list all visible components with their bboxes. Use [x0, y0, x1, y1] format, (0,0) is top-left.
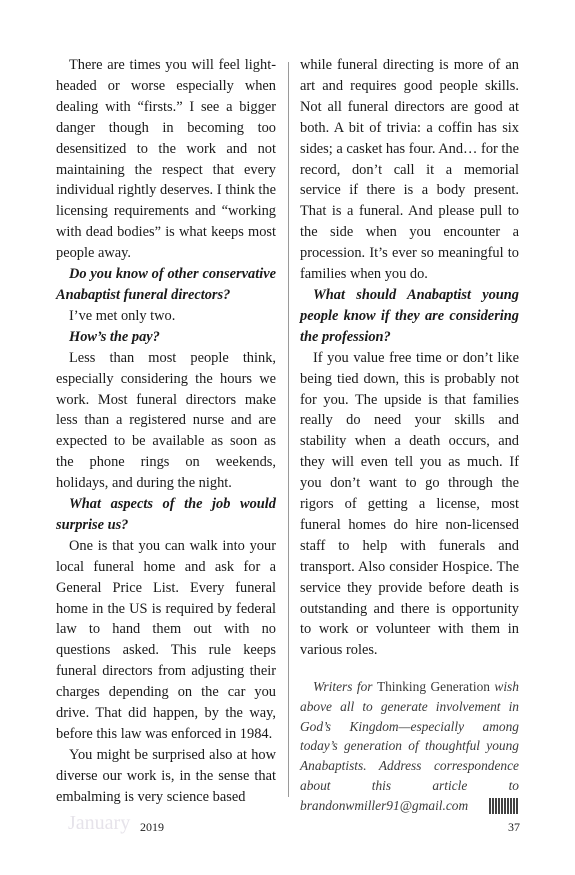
- note-body: wish above all to generate involvement in God’s Kingdom—especially among today’s generation of thoughtful young Anabaptists. Address correspondence about this article to brandonwmiller91@gmail.com: [300, 679, 519, 813]
- body-paragraph: You might be surprised also at how diverse our work is, in the sense that embalming is very science based: [56, 746, 276, 805]
- interview-question: Do you know of other conservative Anabaptist funeral directors?: [56, 266, 276, 303]
- body-paragraph: Less than most people think, especially considering the hours we work. Most funeral directors make less than a registered nurse and are expected to be available as soon as the phone rings on weekends, holidays, and during the night.: [56, 349, 276, 492]
- body-paragraph: There are times you will feel light-headed or worse especially when dealing with “firsts.” I see a bigger danger though in becoming too desensitized to the work and not maintaining the respect that every individual rightly deserves. I think the licensing requirements and “working with dead bodies” is what keeps most people away.: [56, 57, 276, 262]
- body-paragraph: If you value free time or don’t like being tied down, this is probably not for you. The upside is that families really do need your skills and stability when a death occurs, and they will even tell you as much. If you don’t want to go through the rigors of getting a license, most funeral homes do hire non-licensed staff to help with funerals and transport. Also consider Hospice. The service they provide before death is outstanding and there is opportunity to work or volunteer with them in various roles.: [300, 349, 519, 659]
- right-column: [300, 55, 519, 815]
- author-note: [300, 677, 519, 815]
- note-lead: Writers for: [313, 679, 373, 695]
- qr-code-icon: [489, 798, 519, 814]
- interview-question: What aspects of the job would surprise us?: [56, 496, 276, 533]
- footer-year: 2019: [140, 820, 164, 834]
- left-column: [56, 55, 276, 808]
- publication-title: Thinking Generation: [376, 679, 490, 695]
- column-divider: [288, 62, 289, 797]
- interview-question: What should Anabaptist young people know if they are considering the profession?: [300, 286, 519, 345]
- footer-month: January: [68, 812, 131, 834]
- interview-question: How’s the pay?: [69, 328, 160, 345]
- body-paragraph: I’ve met only two.: [69, 307, 176, 324]
- body-paragraph: One is that you can walk into your local funeral home and ask for a General Price List. Every funeral home in the US is required by federal law to hand them out with no questions asked. This rule keeps funeral directors from adjusting their charges depending on the car you drive. That did happen, by the way, before this law was enforced in 1984.: [56, 537, 276, 742]
- page-number: 37: [508, 820, 520, 834]
- body-paragraph-continued: while funeral directing is more of an art and requires good people skills. Not all funeral directors are good at both. A bit of trivia: a coffin has six sides; a casket has four. And… for the record, don’t call it a memorial service if there is a body present. That is a funeral. And please pull to the side when you encounter a procession. It’s ever so meaningful to families when you do.: [300, 57, 520, 283]
